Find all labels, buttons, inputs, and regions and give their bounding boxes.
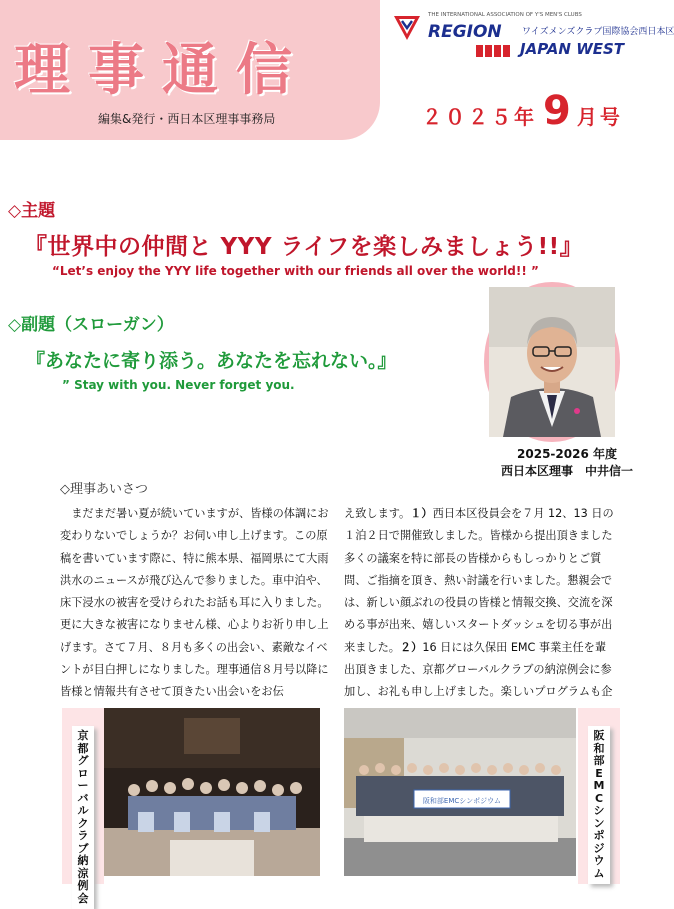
issue-month: 9 xyxy=(543,88,571,134)
issue-suffix: 月号 xyxy=(576,105,623,129)
greeting-item-number-1: １） xyxy=(410,507,433,520)
photo-caption-right: 阪和部EMCシンポジウム xyxy=(588,726,610,884)
subtheme-heading: ◇副題（スローガン） xyxy=(8,315,174,335)
region-logo xyxy=(392,10,674,58)
logo-association-text: THE INTERNATIONAL ASSOCIATION OF Y'S MEN'S CLUBS xyxy=(428,12,582,18)
greeting-right-part3: 16 日には久保田 EMC 事業主任を輩出頂きました、京都グローバルクラブの納涼例会に参加し、お礼も申し上げました。楽しいプログラムも企 xyxy=(344,640,613,699)
issue-date xyxy=(422,88,623,134)
theme-heading: ◇主題 xyxy=(8,201,56,221)
chair-term: 2025-2026 年度 xyxy=(517,447,617,461)
greeting-item-number-2: ２） xyxy=(399,640,423,654)
header-banner xyxy=(0,0,380,140)
logo-japan-west-text: JAPAN WEST xyxy=(520,40,625,58)
photo-kyoto-global-club xyxy=(104,708,320,876)
newsletter-title: 理事通信 xyxy=(14,38,310,103)
symposium-banner-text: 阪和部EMCシンポジウム xyxy=(422,797,502,805)
theme-english-text: “Let’s enjoy the YYY life together with our friends all over the world!! ” xyxy=(52,264,539,278)
greeting-right-part2: 西日本区役員会を７月 12、13 日の１泊２日で開催致しました。皆様から提出頂きました多くの議案を特に部長の皆様からもしっかりとご質問、ご指摘を頂き、熱い討議を行いました。懇親会では、新しい顔ぶれの役員の皆様と情報交換、交流を深める事が出来、嬉しいスタートダッシュを切る事が出来ました。 xyxy=(344,507,614,654)
issue-year: ２０２５年 xyxy=(422,105,537,129)
subtheme-main-text: 『あなたに寄り添う。あなたを忘れない。』 xyxy=(26,350,397,372)
ys-mens-emblem-icon xyxy=(392,12,422,42)
greeting-column-left: まだまだ暑い夏が続いていますが、皆様の体調にお変わりないでしょうか？お伺い申し上げます。この原稿を書いています際に、特に熊本県、福岡県にて大雨洪水のニュースが飛び込んで参りました。車中泊や、床下浸水の被害を受けられたお話も耳に入りました。更に大きな被害になりません様、心よりお祈り申し上げます。さて７月、８月も多くの出会い、素敵なイベントが目白押しになりました。理事通信８月号以降に皆様と情報共有させて頂きたい出会いをお伝 xyxy=(60,507,329,699)
theme-main-text: 『世界中の仲間と YYY ライフを楽しみましょう!!』 xyxy=(24,234,584,260)
chair-caption xyxy=(492,446,642,480)
photo-caption-left: 京都グローバルクラブ納涼例会 xyxy=(72,726,94,909)
logo-japanese-text: ワイズメンズクラブ国際協会西日本区 xyxy=(522,27,674,37)
greeting-right-part1: え致します。 xyxy=(344,507,411,520)
chair-name: 西日本区理事 中井信一 xyxy=(500,464,633,478)
greeting-column-right xyxy=(344,503,616,726)
logo-stripes-icon xyxy=(476,42,516,54)
greeting-heading: ◇理事あいさつ xyxy=(60,482,148,497)
subtheme-english-text: ” Stay with you. Never forget you. xyxy=(62,378,295,392)
logo-region-text: REGION xyxy=(428,22,502,42)
chair-portrait xyxy=(484,282,620,442)
portrait-photo xyxy=(489,287,615,437)
publisher-line: 編集&発行・西日本区理事事務局 xyxy=(98,112,276,126)
photo-hanwa-emc-symposium xyxy=(344,708,576,876)
